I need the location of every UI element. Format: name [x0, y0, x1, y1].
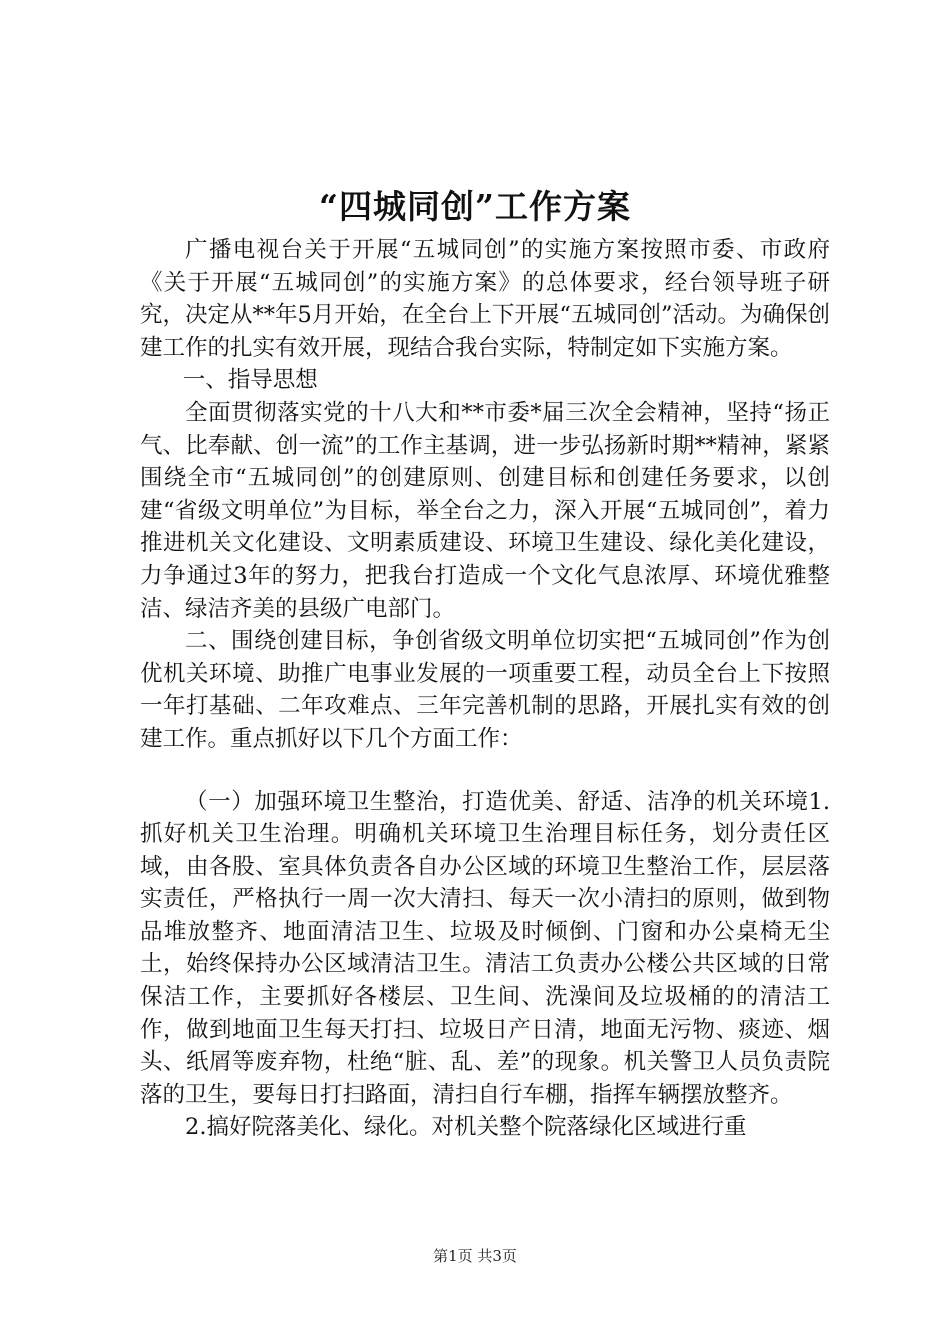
- section-heading-goals-paragraph: 二、围绕创建目标，争创省级文明单位切实把“五城同创”作为创优机关环境、助推广电事业发展的一项重要工程，动员全台上下按照一年打基础、二年攻难点、三年完善机制的思路，开展扎实有效的创建工作。重点抓好以下几个方面工作：: [140, 628, 830, 752]
- environment-sanitation-paragraph: （一）加强环境卫生整治，打造优美、舒适、洁净的机关环境1.抓好机关卫生治理。明确机关环境卫生治理目标任务，划分责任区域，由各股、室具体负责各自办公区域的环境卫生整治工作，层层落实责任，严格执行一周一次大清扫、每天一次小清扫的原则，做到物品堆放整齐、地面清洁卫生、垃圾及时倾倒、门窗和办公桌椅无尘土，始终保持办公区域清洁卫生。清洁工负责办公楼公共区域的日常保洁工作，主要抓好各楼层、卫生间、洗澡间及垃圾桶的的清洁工作，做到地面卫生每天打扫、垃圾日产日清，地面无污物、痰迹、烟头、纸屑等废弃物，杜绝“脏、乱、差”的现象。机关警卫人员负责院落的卫生，要每日打扫路面，清扫自行车棚，指挥车辆摆放整齐。: [140, 788, 830, 1108]
- guiding-ideology-paragraph: 全面贯彻落实党的十八大和**市委*届三次全会精神，坚持“扬正气、比奉献、创一流”的工作主基调，进一步弘扬新时期**精神，紧紧围绕全市“五城同创”的创建原则、创建目标和创建任务要求，以创建“省级文明单位”为目标，举全台之力，深入开展“五城同创”，着力推进机关文化建设、文明素质建设、环境卫生建设、绿化美化建设，力争通过3年的努力，把我台打造成一个文化气息浓厚、环境优雅整洁、绿洁齐美的县级广电部门。: [140, 399, 830, 622]
- intro-paragraph: 广播电视台关于开展“五城同创”的实施方案按照市委、市政府《关于开展“五城同创”的实施方案》的总体要求，经台领导班子研究，决定从**年5月开始，在全台上下开展“五城同创”活动。为确保创建工作的扎实有效开展，现结合我台实际，特制定如下实施方案。: [140, 237, 830, 361]
- page-title: “四城同创”工作方案: [319, 187, 631, 226]
- document-body: [140, 234, 830, 1144]
- page-number-footer: 第1页 共3页: [433, 1247, 517, 1265]
- greening-paragraph: 2.搞好院落美化、绿化。对机关整个院落绿化区域进行重: [185, 1114, 747, 1141]
- section-heading-guiding-ideology: 一、指导思想: [182, 367, 318, 394]
